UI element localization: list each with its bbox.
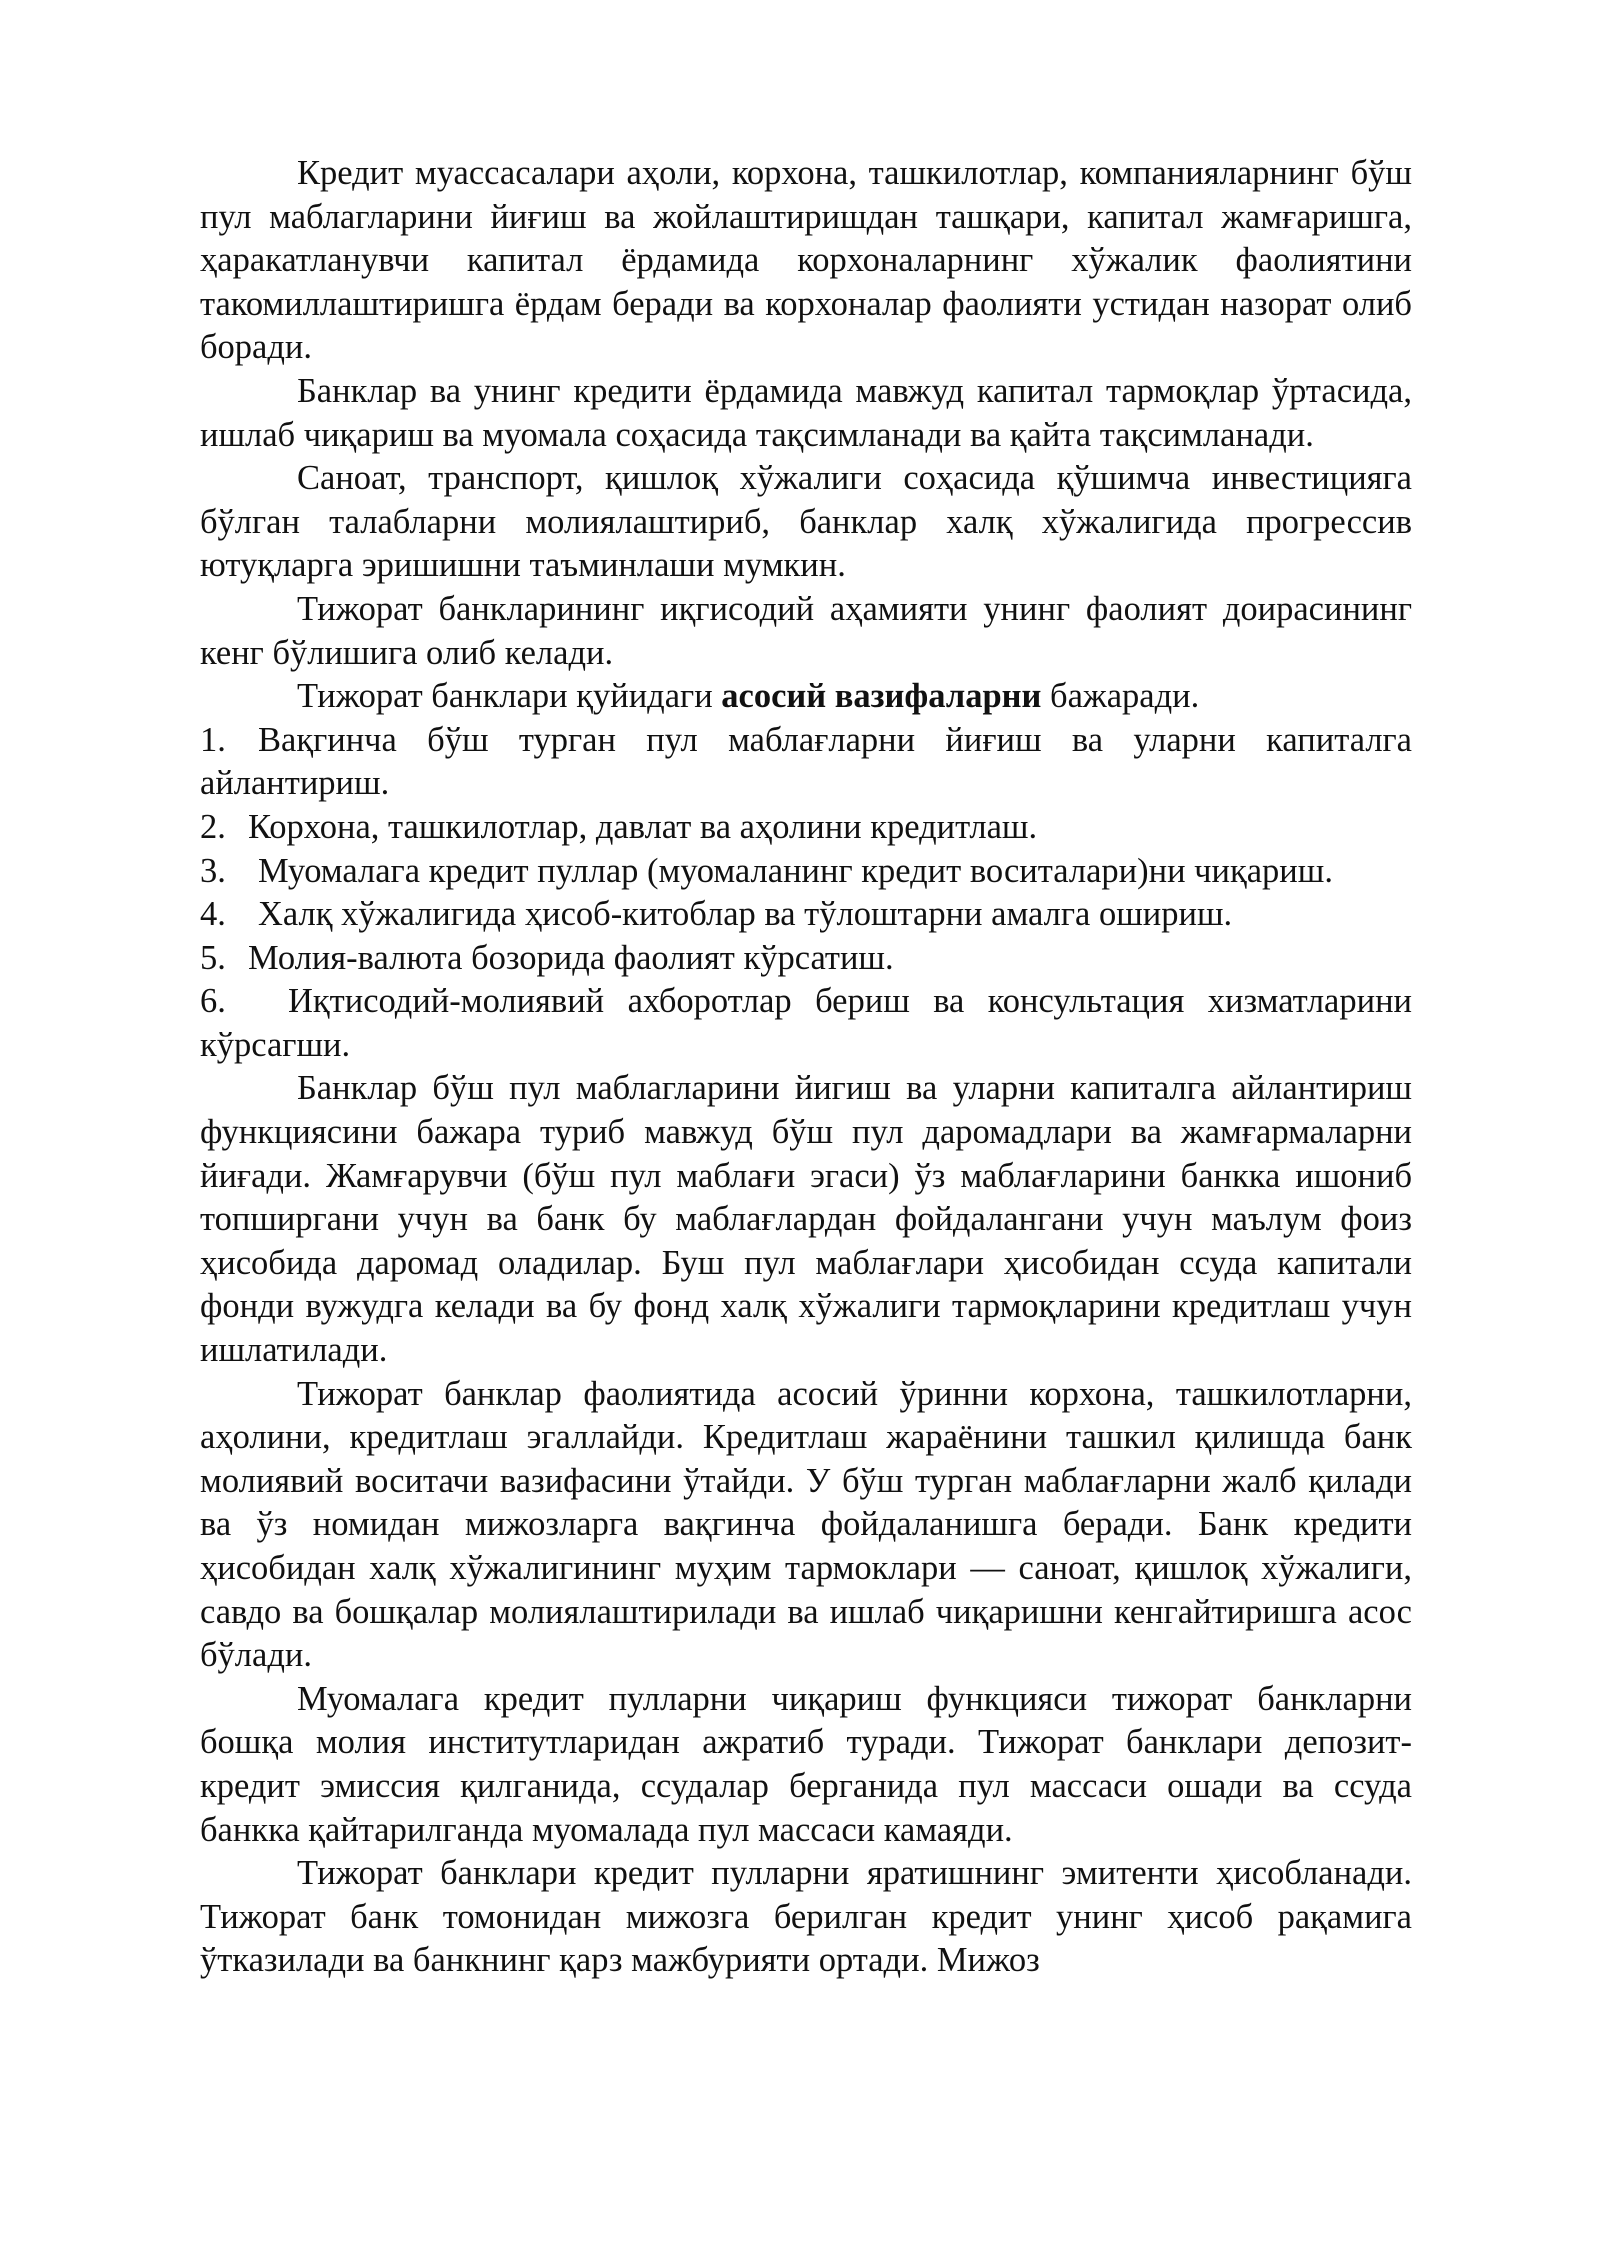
paragraph-money-emitter: Тижорат банклари кредит пулларни яратишнинг эмитенти ҳисобланади. Тижорат банк томонидан мижозга берилган кредит унинг ҳисоб рақамига ўтказилади ва банкнинг қарз мажбурияти ортади. Мижоз — [200, 1854, 1412, 1980]
list-item — [200, 893, 1412, 937]
list-item-number: 5. — [200, 938, 226, 977]
list-item-number: 2. — [200, 807, 226, 846]
list-item-text: Молия-валюта бозорида фаолият кўрсатиш. — [248, 938, 894, 977]
list-item — [200, 937, 1412, 981]
list-item — [200, 850, 1412, 894]
intro-text: Тижорат банклари қуйидаги — [297, 677, 722, 716]
list-item-text: Вақгинча бўш турган пул маблағларни йиғиш ва уларни капиталга айлантириш. — [200, 720, 1412, 803]
list-item-number: 4. — [200, 895, 226, 934]
list-item-number: 6. — [200, 982, 226, 1021]
list-item-text: Корхона, ташкилотлар, давлат ва аҳолини кредитлаш. — [248, 807, 1038, 846]
paragraph-money-issuance: Муомалага кредит пулларни чиқариш функцияси тижорат банкларни бошқа молия институтларидан ажратиб туради. Тижорат банклари депозит-кредит эмиссия қилганида, ссудалар берганида пул массаси ошади ва ссуда банкка қайтарилганда муомалада пул массаси камаяди. — [200, 1679, 1412, 1849]
list-item-text: Халқ хўжалигида ҳисоб-китоблар ва тўлоштарни амалга ошириш. — [258, 895, 1233, 934]
paragraph-savings-function: Банклар бўш пул маблагларини йигиш ва уларни капиталга айлантириш функциясини бажара туриб мавжуд бўш пул даромадлари ва жамғармаларни йиғади. Жамғарувчи (бўш пул маблағи эгаси) ўз маблағларини банкка ишониб топширгани учун ва банк бу маблағлардан фойдалангани учун маълум фоиз ҳисобида даромад оладилар. Буш пул маблағлари ҳисобидан ссуда капитали фонди вужудга келади ва бу фонд халқ хўжалиги тармоқларини кредитлаш учун ишлатилади. — [200, 1069, 1412, 1370]
intro-text-end: бажаради. — [1041, 677, 1200, 716]
list-item — [200, 980, 1412, 1067]
paragraph-credit-institutions: Кредит муассасалари аҳоли, корхона, ташкилотлар, компанияларнинг бўш пул маблагларини йиғиш ва жойлаштиришдан ташқари, капитал жамғаришга, ҳаракатланувчи капитал ёрдамида корхоналарнинг хўжалик фаолиятини такомиллаштиришга ёрдам беради ва корхоналар фаолияти устидан назорат олиб боради. — [200, 154, 1412, 367]
list-item — [200, 806, 1412, 850]
list-item-text: Иқтисодий-молиявий ахборотлар бериш ва консультация хизматларини кўрсагши. — [200, 982, 1412, 1064]
list-item-text: Муомалага кредит пуллар (муомаланинг кредит воситалари)ни чиқариш. — [258, 851, 1333, 890]
document-page — [200, 152, 1412, 1983]
list-item — [200, 719, 1412, 806]
paragraph-functions-intro — [200, 675, 1412, 719]
paragraph-banks-capital: Банклар ва унинг кредити ёрдамида мавжуд капитал тармоқлар ўртасида, ишлаб чиқариш ва муомала соҳасида тақсимланади ва қайта тақсимланади. — [200, 371, 1412, 454]
list-item-number: 1. — [200, 720, 226, 759]
paragraph-economic-importance: Тижорат банкларининг иқгисодий аҳамияти унинг фаолият доирасининг кенг бўлишига олиб келади. — [200, 589, 1412, 672]
list-item-number: 3. — [200, 851, 226, 890]
paragraph-crediting: Тижорат банклар фаолиятида асосий ўринни корхона, ташкилотларни, аҳолини, кредитлаш эгаллайди. Кредитлаш жараёнини ташкил қилишда банк молиявий воситачи вазифасини ўтайди. У бўш турган маблағларни жалб қилади ва ўз номидан мижозларга вақгинча фойдаланишга беради. Банк кредити ҳисобидан халқ хўжалигининг муҳим тармоклари — саноат, қишлоқ хўжалиги, савдо ва бошқалар молиялаштирилади ва ишлаб чиқаришни кенгайтиришга асос бўлади. — [200, 1374, 1412, 1675]
paragraph-industry-investment: Саноат, транспорт, қишлоқ хўжалиги соҳасида қўшимча инвестицияга бўлган талабларни молиялаштириб, банклар халқ хўжалигида прогрессив ютуқларга эришишни таъминлаши мумкин. — [200, 459, 1412, 585]
intro-bold-text: асосий вазифаларни — [721, 677, 1042, 716]
